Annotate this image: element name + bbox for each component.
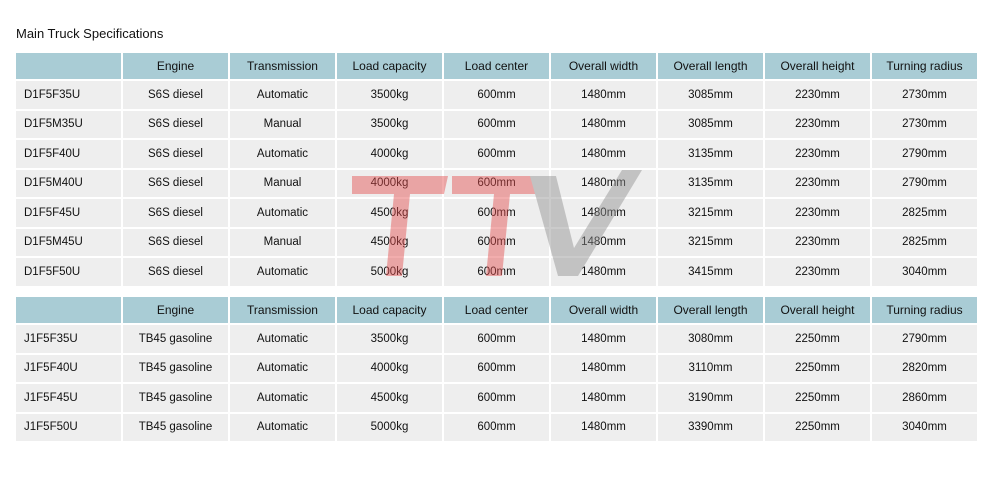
spec-cell: Automatic [230,199,335,227]
spec-cell: 1480mm [551,384,656,412]
spec-cell: 5000kg [337,258,442,286]
spec-cell: Automatic [230,325,335,353]
table-row [16,81,977,109]
spec-cell: 1480mm [551,199,656,227]
spec-cell: Automatic [230,140,335,168]
model-cell: J1F5F45U [16,384,121,412]
spec-cell: TB45 gasoline [123,325,228,353]
model-cell: D1F5F50U [16,258,121,286]
model-cell: J1F5F50U [16,414,121,442]
spec-cell: Automatic [230,384,335,412]
spec-cell: 2790mm [872,170,977,198]
header-cell: Overall height [765,53,870,79]
spec-cell: 2790mm [872,140,977,168]
spec-cell: 4000kg [337,140,442,168]
model-cell: D1F5F45U [16,199,121,227]
header-cell: Load capacity [337,53,442,79]
header-cell: Load center [444,53,549,79]
spec-cell: 3085mm [658,111,763,139]
spec-cell: Automatic [230,258,335,286]
spec-cell: Automatic [230,81,335,109]
spec-cell: 5000kg [337,414,442,442]
spec-cell: 2230mm [765,258,870,286]
spec-cell: Manual [230,111,335,139]
spec-cell: 1480mm [551,229,656,257]
header-cell: Turning radius [872,53,977,79]
spec-cell: 3215mm [658,199,763,227]
spec-cell: 600mm [444,111,549,139]
spec-cell: 1480mm [551,81,656,109]
header-cell: Overall length [658,297,763,323]
spec-cell: 3040mm [872,414,977,442]
spec-cell: 1480mm [551,140,656,168]
spec-cell: 4500kg [337,384,442,412]
gasoline-spec-table [14,295,979,443]
model-cell: D1F5M35U [16,111,121,139]
header-cell: Overall length [658,53,763,79]
spec-cell: 2230mm [765,229,870,257]
spec-cell: 2230mm [765,81,870,109]
spec-cell: 2250mm [765,384,870,412]
spec-cell: S6S diesel [123,170,228,198]
spec-cell: 600mm [444,199,549,227]
spec-cell: 2820mm [872,355,977,383]
spec-cell: 3080mm [658,325,763,353]
spec-cell: S6S diesel [123,111,228,139]
spec-cell: 600mm [444,384,549,412]
header-cell: Engine [123,53,228,79]
header-cell: Transmission [230,53,335,79]
spec-cell: 4000kg [337,355,442,383]
table-row [16,170,977,198]
page-title: Main Truck Specifications [16,26,164,41]
table-row [16,355,977,383]
table-row [16,111,977,139]
model-cell: J1F5F35U [16,325,121,353]
spec-cell: Automatic [230,355,335,383]
spec-cell: 2230mm [765,199,870,227]
header-cell-model [16,53,121,79]
table-row [16,384,977,412]
spec-cell: 600mm [444,258,549,286]
model-cell: D1F5F35U [16,81,121,109]
spec-cell: S6S diesel [123,229,228,257]
header-row [16,297,977,323]
spec-cell: Manual [230,170,335,198]
spec-cell: 2230mm [765,170,870,198]
spec-cell: 600mm [444,170,549,198]
spec-cell: 4500kg [337,199,442,227]
spec-cell: 600mm [444,140,549,168]
spec-cell: 3215mm [658,229,763,257]
spec-cell: 2860mm [872,384,977,412]
spec-cell: 1480mm [551,414,656,442]
header-cell: Load center [444,297,549,323]
spec-cell: 3500kg [337,325,442,353]
table-row [16,325,977,353]
spec-cell: TB45 gasoline [123,355,228,383]
table-row [16,199,977,227]
spec-cell: S6S diesel [123,81,228,109]
spec-cell: 2825mm [872,229,977,257]
spec-cell: 3040mm [872,258,977,286]
spec-cell: 3135mm [658,170,763,198]
spec-cell: Automatic [230,414,335,442]
spec-cell: 4000kg [337,170,442,198]
table-row [16,414,977,442]
spec-cell: 2730mm [872,111,977,139]
spec-cell: 600mm [444,355,549,383]
spec-cell: TB45 gasoline [123,414,228,442]
spec-cell: 3085mm [658,81,763,109]
spec-cell: 4500kg [337,229,442,257]
header-cell: Load capacity [337,297,442,323]
spec-cell: TB45 gasoline [123,384,228,412]
model-cell: D1F5M40U [16,170,121,198]
model-cell: D1F5F40U [16,140,121,168]
spec-cell: S6S diesel [123,199,228,227]
spec-cell: 2250mm [765,414,870,442]
model-cell: D1F5M45U [16,229,121,257]
spec-cell: 1480mm [551,258,656,286]
spec-cell: 1480mm [551,325,656,353]
header-cell: Overall width [551,53,656,79]
spec-cell: 3110mm [658,355,763,383]
spec-cell: 3415mm [658,258,763,286]
spec-cell: 600mm [444,414,549,442]
spec-cell: 1480mm [551,111,656,139]
header-cell: Overall width [551,297,656,323]
spec-cell: 3190mm [658,384,763,412]
spec-cell: S6S diesel [123,140,228,168]
spec-cell: 2250mm [765,355,870,383]
spec-cell: 3500kg [337,111,442,139]
model-cell: J1F5F40U [16,355,121,383]
spec-cell: 2730mm [872,81,977,109]
spec-cell: S6S diesel [123,258,228,286]
spec-cell: 3500kg [337,81,442,109]
header-cell-model [16,297,121,323]
table-row [16,140,977,168]
spec-cell: Manual [230,229,335,257]
spec-cell: 2250mm [765,325,870,353]
header-cell: Transmission [230,297,335,323]
spec-cell: 600mm [444,325,549,353]
spec-cell: 2230mm [765,140,870,168]
spec-cell: 2230mm [765,111,870,139]
spec-cell: 600mm [444,81,549,109]
header-cell: Turning radius [872,297,977,323]
spec-cell: 1480mm [551,170,656,198]
spec-cell: 3135mm [658,140,763,168]
spec-cell: 600mm [444,229,549,257]
header-cell: Overall height [765,297,870,323]
header-cell: Engine [123,297,228,323]
spec-cell: 3390mm [658,414,763,442]
table-row [16,258,977,286]
spec-cell: 2790mm [872,325,977,353]
table-row [16,229,977,257]
spec-cell: 1480mm [551,355,656,383]
diesel-spec-table [14,51,979,288]
header-row [16,53,977,79]
spec-cell: 2825mm [872,199,977,227]
